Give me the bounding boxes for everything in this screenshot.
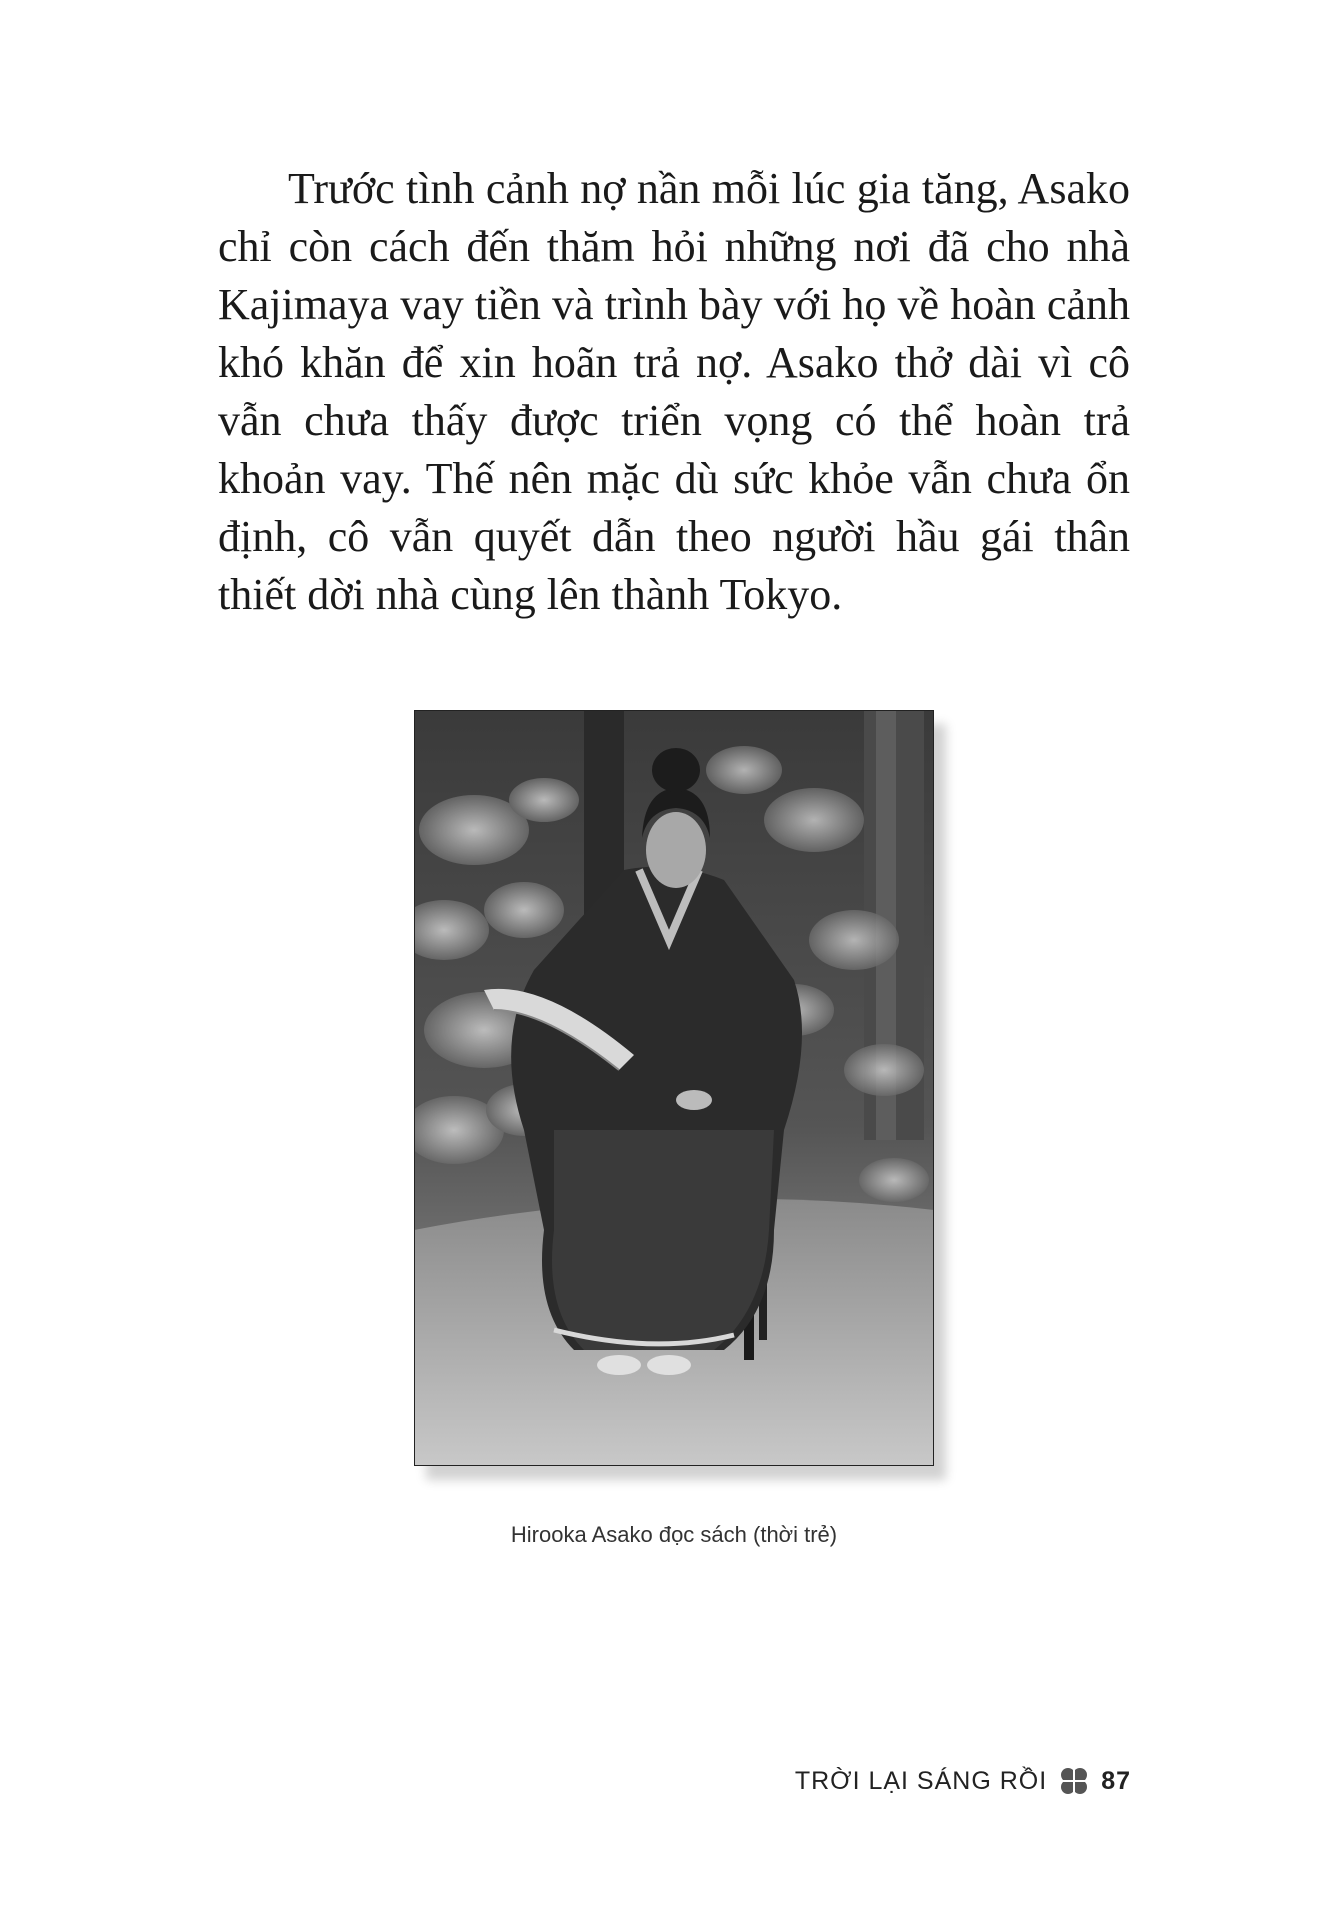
photo-woman-reading	[414, 710, 934, 1466]
photo-figure	[414, 710, 934, 1466]
body-paragraph: Trước tình cảnh nợ nần mỗi lúc gia tăng, Asako chỉ còn cách đến thăm hỏi những nơi đã cho nhà Kajimaya vay tiền và trình bày với họ về hoàn cảnh khó khăn để xin hoãn trả nợ. Asako thở dài vì cô vẫn chưa thấy được triển vọng có thể hoàn trả khoản vay. Thế nên mặc dù sức khỏe vẫn chưa ổn định, cô vẫn quyết dẫn theo người hầu gái thân thiết dời nhà cùng lên thành Tokyo.	[218, 164, 1130, 619]
clover-icon	[1057, 1764, 1091, 1798]
page-number: 87	[1101, 1766, 1131, 1795]
photo-caption: Hirooka Asako đọc sách (thời trẻ)	[510, 1522, 838, 1547]
running-footer	[795, 1764, 1131, 1798]
book-title: TRỜI LẠI SÁNG RỒI	[794, 1766, 1048, 1795]
